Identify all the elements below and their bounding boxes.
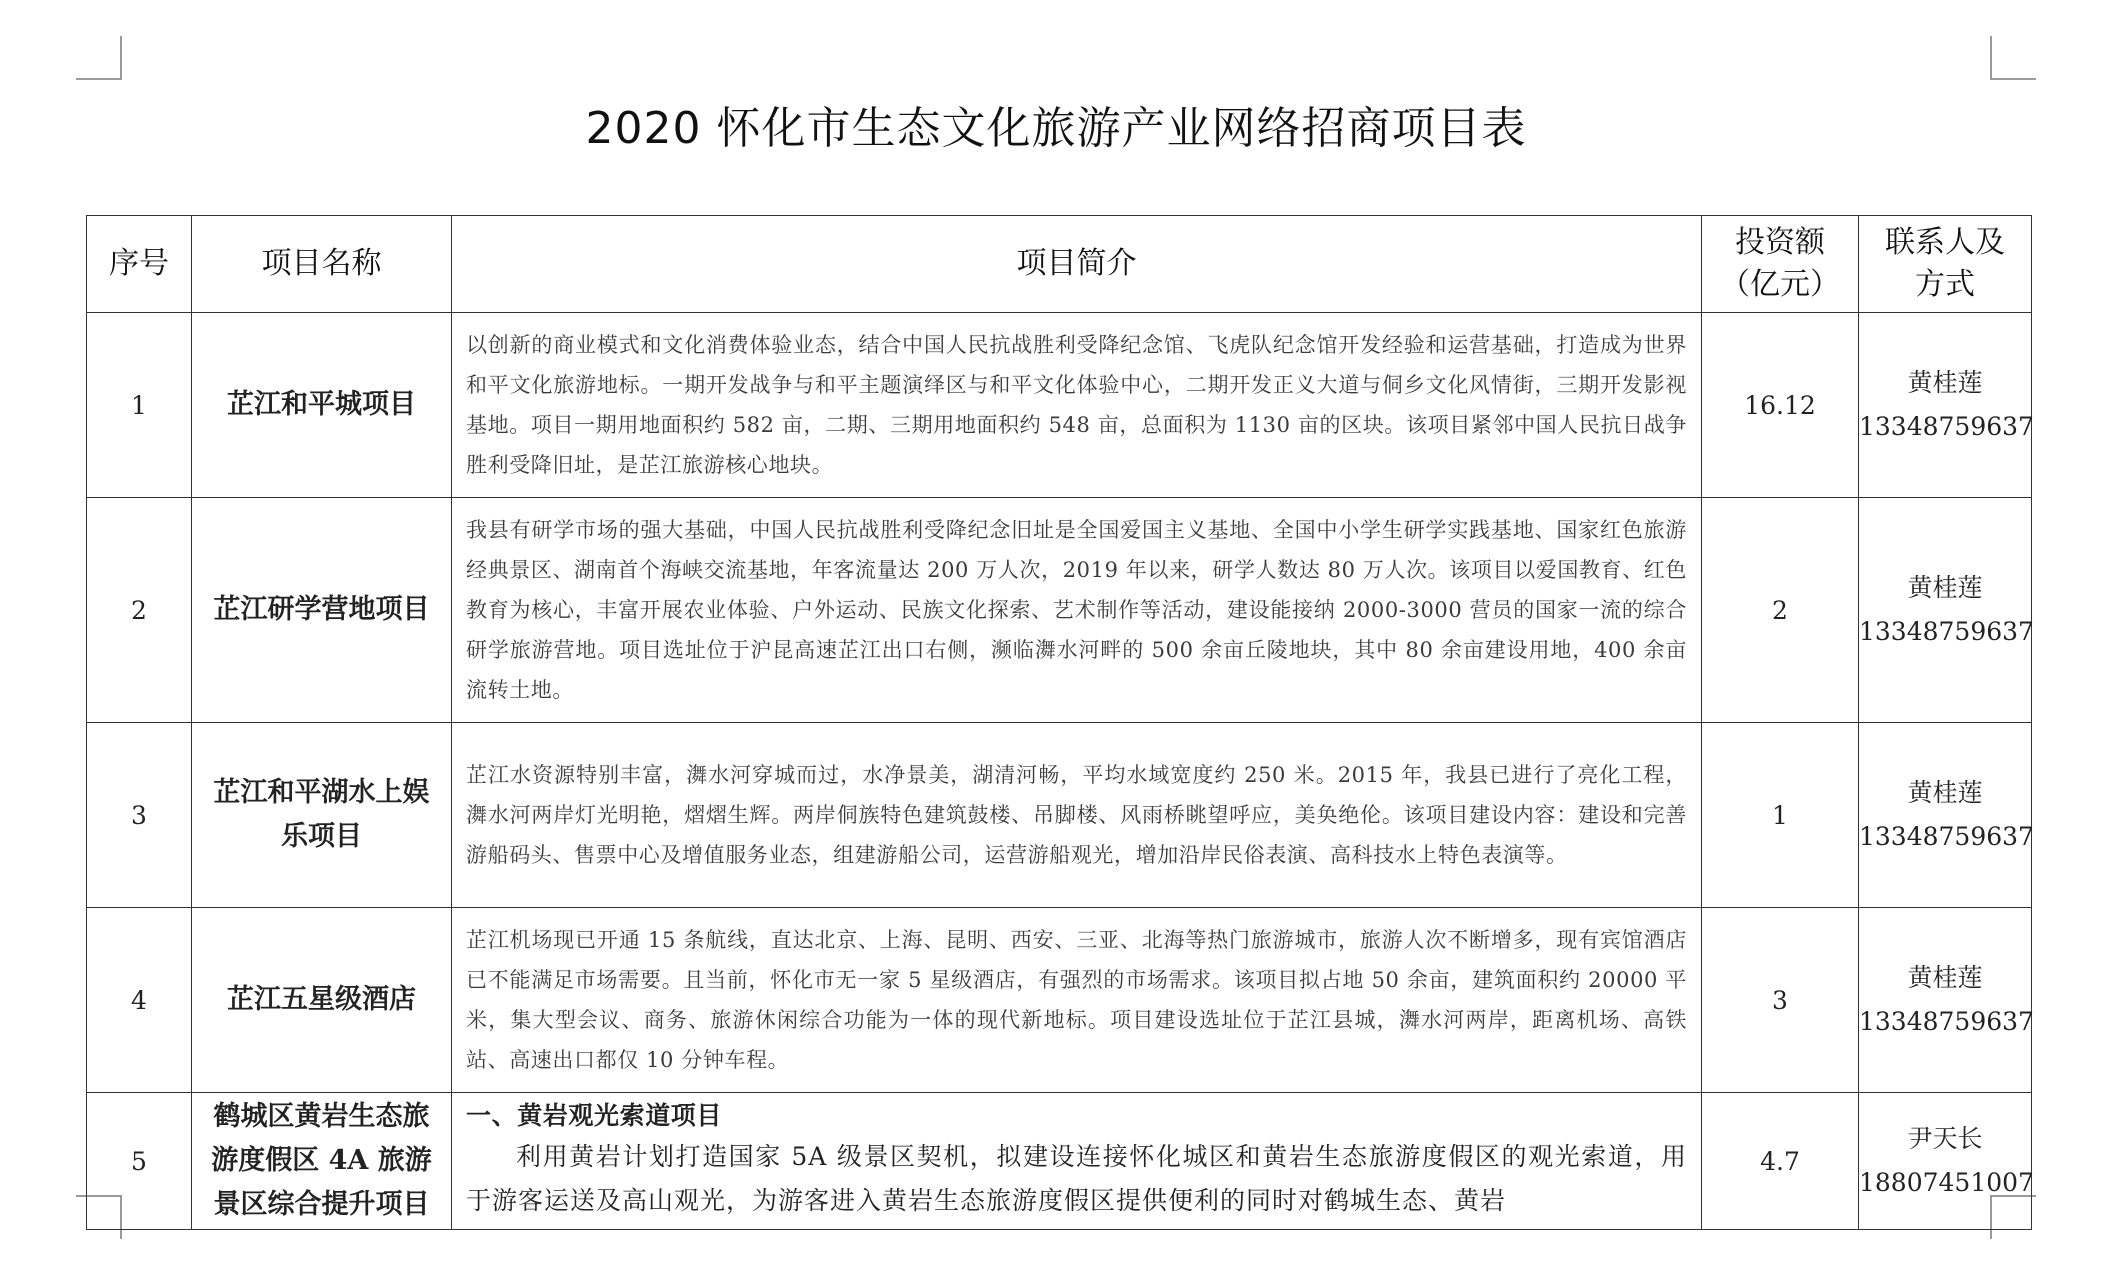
- row-name: 芷江研学营地项目: [192, 498, 452, 723]
- table-row: [87, 1093, 2032, 1230]
- row-intro: [452, 1093, 1702, 1230]
- contact-name: 黄桂莲: [1907, 778, 1983, 807]
- table-row: [87, 908, 2032, 1093]
- contact-phone: 13348759637: [1859, 822, 2034, 851]
- row-investment: 2: [1702, 498, 1859, 723]
- header-intro: 项目简介: [452, 216, 1702, 313]
- row-seq: 3: [87, 723, 192, 908]
- row-name: 鹤城区黄岩生态旅游度假区 4A 旅游景区综合提升项目: [192, 1093, 452, 1230]
- table-header-row: [87, 216, 2032, 313]
- contact-phone: 13348759637: [1859, 1007, 2034, 1036]
- table-row: [87, 498, 2032, 723]
- header-investment: 投资额（亿元）: [1702, 216, 1859, 313]
- row-intro: 芷江机场现已开通 15 条航线，直达北京、上海、昆明、西安、三亚、北海等热门旅游城市，旅游人次不断增多，现有宾馆酒店已不能满足市场需要。且当前，怀化市无一家 5 星级酒店，有强烈的市场需求。该项目拟占地 50 余亩，建筑面积约 20000 平米，集大型会议、商务、旅游休闲综合功能为一体的现代新地标。项目建设选址位于芷江县城，㵲水河两岸，距离机场、高铁站、高速出口都仅 10 分钟车程。: [452, 908, 1702, 1093]
- row-name: 芷江和平城项目: [192, 313, 452, 498]
- contact-name: 黄桂莲: [1907, 963, 1983, 992]
- contact-phone: 13348759637: [1859, 617, 2034, 646]
- row-seq: 4: [87, 908, 192, 1093]
- intro-paragraph: 利用黄岩计划打造国家 5A 级景区契机，拟建设连接怀化城区和黄岩生态旅游度假区的观光索道，用于游客运送及高山观光，为游客进入黄岩生态旅游度假区提供便利的同时对鹤城生态、黄岩: [466, 1142, 1687, 1215]
- table-row: [87, 723, 2032, 908]
- crop-mark-top-right: [1990, 36, 1992, 80]
- contact-name: 黄桂莲: [1907, 573, 1983, 602]
- row-name: 芷江和平湖水上娱乐项目: [192, 723, 452, 908]
- row-contact: [1859, 723, 2032, 908]
- contact-name: 黄桂莲: [1907, 368, 1983, 397]
- contact-name: 尹天长: [1907, 1124, 1983, 1153]
- row-contact: [1859, 1093, 2032, 1230]
- row-intro: 以创新的商业模式和文化消费体验业态，结合中国人民抗战胜利受降纪念馆、飞虎队纪念馆开发经验和运营基础，打造成为世界和平文化旅游地标。一期开发战争与和平主题演绎区与和平文化体验中心，二期开发正义大道与侗乡文化风情街，三期开发影视基地。项目一期用地面积约 582 亩，二期、三期用地面积约 548 亩，总面积为 1130 亩的区块。该项目紧邻中国人民抗日战争胜利受降旧址，是芷江旅游核心地块。: [452, 313, 1702, 498]
- row-contact: [1859, 313, 2032, 498]
- row-contact: [1859, 498, 2032, 723]
- crop-mark-top-right-h: [1990, 78, 2036, 80]
- intro-subheading: 一、黄岩观光索道项目: [466, 1101, 723, 1130]
- row-intro: 芷江水资源特别丰富，㵲水河穿城而过，水净景美，湖清河畅，平均水域宽度约 250 米。2015 年，我县已进行了亮化工程，㵲水河两岸灯光明艳，熠熠生辉。两岸侗族特色建筑鼓楼、吊脚楼、风雨桥眺望呼应，美奂绝伦。该项目建设内容：建设和完善游船码头、售票中心及增值服务业态，组建游船公司，运营游船观光，增加沿岸民俗表演、高科技水上特色表演等。: [452, 723, 1702, 908]
- project-table: [86, 215, 2032, 1230]
- row-investment: 4.7: [1702, 1093, 1859, 1230]
- row-contact: [1859, 908, 2032, 1093]
- header-name: 项目名称: [192, 216, 452, 313]
- table-row: [87, 313, 2032, 498]
- row-seq: 5: [87, 1093, 192, 1230]
- row-investment: 1: [1702, 723, 1859, 908]
- header-seq: 序号: [87, 216, 192, 313]
- page-title: 2020 怀化市生态文化旅游产业网络招商项目表: [585, 103, 1527, 154]
- row-seq: 2: [87, 498, 192, 723]
- crop-mark-top-left-h: [76, 78, 122, 80]
- row-seq: 1: [87, 313, 192, 498]
- row-investment: 16.12: [1702, 313, 1859, 498]
- contact-phone: 13348759637: [1859, 412, 2034, 441]
- row-investment: 3: [1702, 908, 1859, 1093]
- row-intro: 我县有研学市场的强大基础，中国人民抗战胜利受降纪念旧址是全国爱国主义基地、全国中小学生研学实践基地、国家红色旅游经典景区、湖南首个海峡交流基地，年客流量达 200 万人次，2019 年以来，研学人数达 80 万人次。该项目以爱国教育、红色教育为核心，丰富开展农业体验、户外运动、民族文化探索、艺术制作等活动，建设能接纳 2000-3000 营员的国家一流的综合研学旅游营地。项目选址位于沪昆高速芷江出口右侧，濒临㵲水河畔的 500 余亩丘陵地块，其中 80 余亩建设用地，400 余亩流转土地。: [452, 498, 1702, 723]
- crop-mark-top-left: [120, 36, 122, 80]
- contact-phone: 18807451007: [1859, 1168, 2034, 1197]
- row-name: 芷江五星级酒店: [192, 908, 452, 1093]
- header-contact: 联系人及方式: [1859, 216, 2032, 313]
